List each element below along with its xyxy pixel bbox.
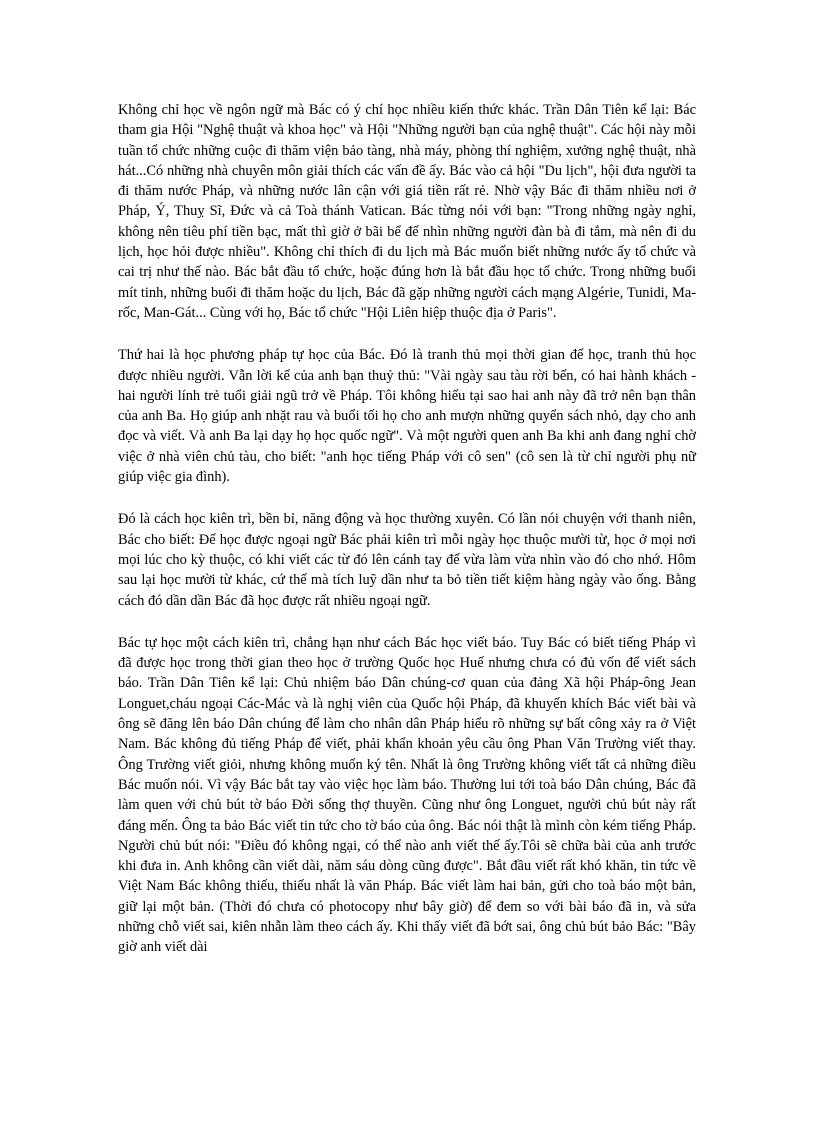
document-page — [118, 100, 696, 980]
paragraph-self-study-method: Thứ hai là học phương pháp tự học của Bác. Đó là tranh thủ mọi thời gian để học, tranh thủ học được nhiều người. Vẫn lời kể của anh bạn thuỷ thủ: "Vài ngày sau tàu rời bến, có hai hành khách - hai người lính trẻ tuổi giải ngũ trở về Pháp. Tôi không hiểu tại sao hai anh này đã trở nên bạn thân của anh Ba. Họ giúp anh nhặt rau và buổi tối họ cho anh mượn những quyển sách nhỏ, dạy cho anh đọc và viết. Và anh Ba lại dạy họ học quốc ngữ". Và một người quen anh Ba khi anh đang nghỉ chờ việc ở nhà viên chủ tàu, cho biết: "anh học tiếng Pháp với cô sen" (cô sen là từ chỉ người phụ nữ giúp việc gia đình). — [118, 347, 696, 486]
paragraph-persistent-learning: Đó là cách học kiên trì, bền bỉ, năng động và học thường xuyên. Có lần nói chuyện với thanh niên, Bác cho biết: Để học được ngoại ngữ Bác phải kiên trì mỗi ngày học thuộc mười từ, học ở mọi nơi mọi lúc cho kỳ thuộc, có khi viết các từ đó lên cánh tay để vừa làm vừa nhìn vào đó cho nhớ. Hôm sau lại học mười từ khác, cứ thế mà tích luỹ dần như ta bỏ tiền tiết kiệm hàng ngày vào ống. Bằng cách đó dần dần Bác đã học được rất nhiều ngoại ngữ. — [118, 511, 696, 609]
paragraph-learning-journalism: Bác tự học một cách kiên trì, chẳng hạn như cách Bác học viết báo. Tuy Bác có biết tiếng Pháp vì đã được học trong thời gian theo học ở trường Quốc học Huế nhưng chưa có đủ vốn để viết sách báo. Trần Dân Tiên kể lại: Chủ nhiệm báo Dân chúng-cơ quan của đảng Xã hội Pháp-ông Jean Longuet,cháu ngoại Các-Mác và là nghị viên của Quốc hội Pháp, đã khuyến khích Bác viết bài và ông sẽ đăng lên báo Dân chúng để làm cho nhân dân Pháp hiểu rõ những sự bất công xảy ra ở Việt Nam. Bác không đủ tiếng Pháp để viết, phải khẩn khoản yêu cầu ông Phan Văn Trường viết thay. Ông Trường viết giỏi, nhưng không muốn ký tên. Nhất là ông Trường không viết tất cả những điều Bác muốn nói. Vì vậy Bác bắt tay vào việc học làm báo. Thường lui tới toà báo Dân chúng, Bác đã làm quen với chủ bút tờ báo Đời sống thợ thuyền. Cũng như ông Longuet, người chủ bút này rất đáng mến. Ông ta bảo Bác viết tin tức cho tờ báo của ông. Bác nói thật là mình còn kém tiếng Pháp. Người chủ bút nói: "Điều đó không ngại, có thể nào anh viết thế ấy.Tôi sẽ chữa bài của anh trước khi đưa in. Anh không cần viết dài, năm sáu dòng cũng được". Bắt đầu viết rất khó khăn, tin tức về Việt Nam Bác không thiếu, thiếu nhất là văn Pháp. Bác viết làm hai bản, gửi cho toà báo một bản, giữ lại một bản. (Thời đó chưa có photocopy như bây giờ) để đem so với bài báo đã in, và sửa những chỗ viết sai, kiên nhẫn làm theo cách ấy. Khi thấy viết đã bớt sai, ông chủ bút bảo Bác: "Bây giờ anh viết dài — [118, 634, 696, 956]
paragraph-study-beyond-language: Không chỉ học về ngôn ngữ mà Bác có ý chí học nhiều kiến thức khác. Trần Dân Tiên kể lại: Bác tham gia Hội "Nghệ thuật và khoa học" và Hội "Những người bạn của nghệ thuật". Các hội này mỗi tuần tổ chức những cuộc đi thăm viện bảo tàng, nhà máy, phòng thí nghiệm, xưởng nghệ thuật, nhà hát...Có những nhà chuyên môn giải thích các vấn đề ấy. Bác vào cả hội "Du lịch", hội đưa người ta đi thăm nước Pháp, và những nước lân cận với giá tiền rất rẻ. Nhờ vậy Bác đi thăm nhiều nơi ở Pháp, Ý, Thuỵ Sĩ, Đức và cả Toà thánh Vatican. Bác từng nói với bạn: "Trong những ngày nghỉ, không nên tiêu phí tiền bạc, mất thì giờ ở bãi bể để nhìn những người đàn bà đi tắm, mà nên đi du lịch, học hỏi được nhiều". Không chỉ thích đi du lịch mà Bác muốn biết những nước ấy tổ chức và cai trị như thế nào. Bác bắt đầu tổ chức, hoặc đúng hơn là bắt đầu học tổ chức. Trong những buổi mít tinh, những buổi đi thăm hoặc du lịch, Bác đã gặp những người cách mạng Algérie, Tunidi, Ma-rốc, Man-Gát... Cùng với họ, Bác tổ chức "Hội Liên hiệp thuộc địa ở Paris". — [118, 102, 696, 321]
